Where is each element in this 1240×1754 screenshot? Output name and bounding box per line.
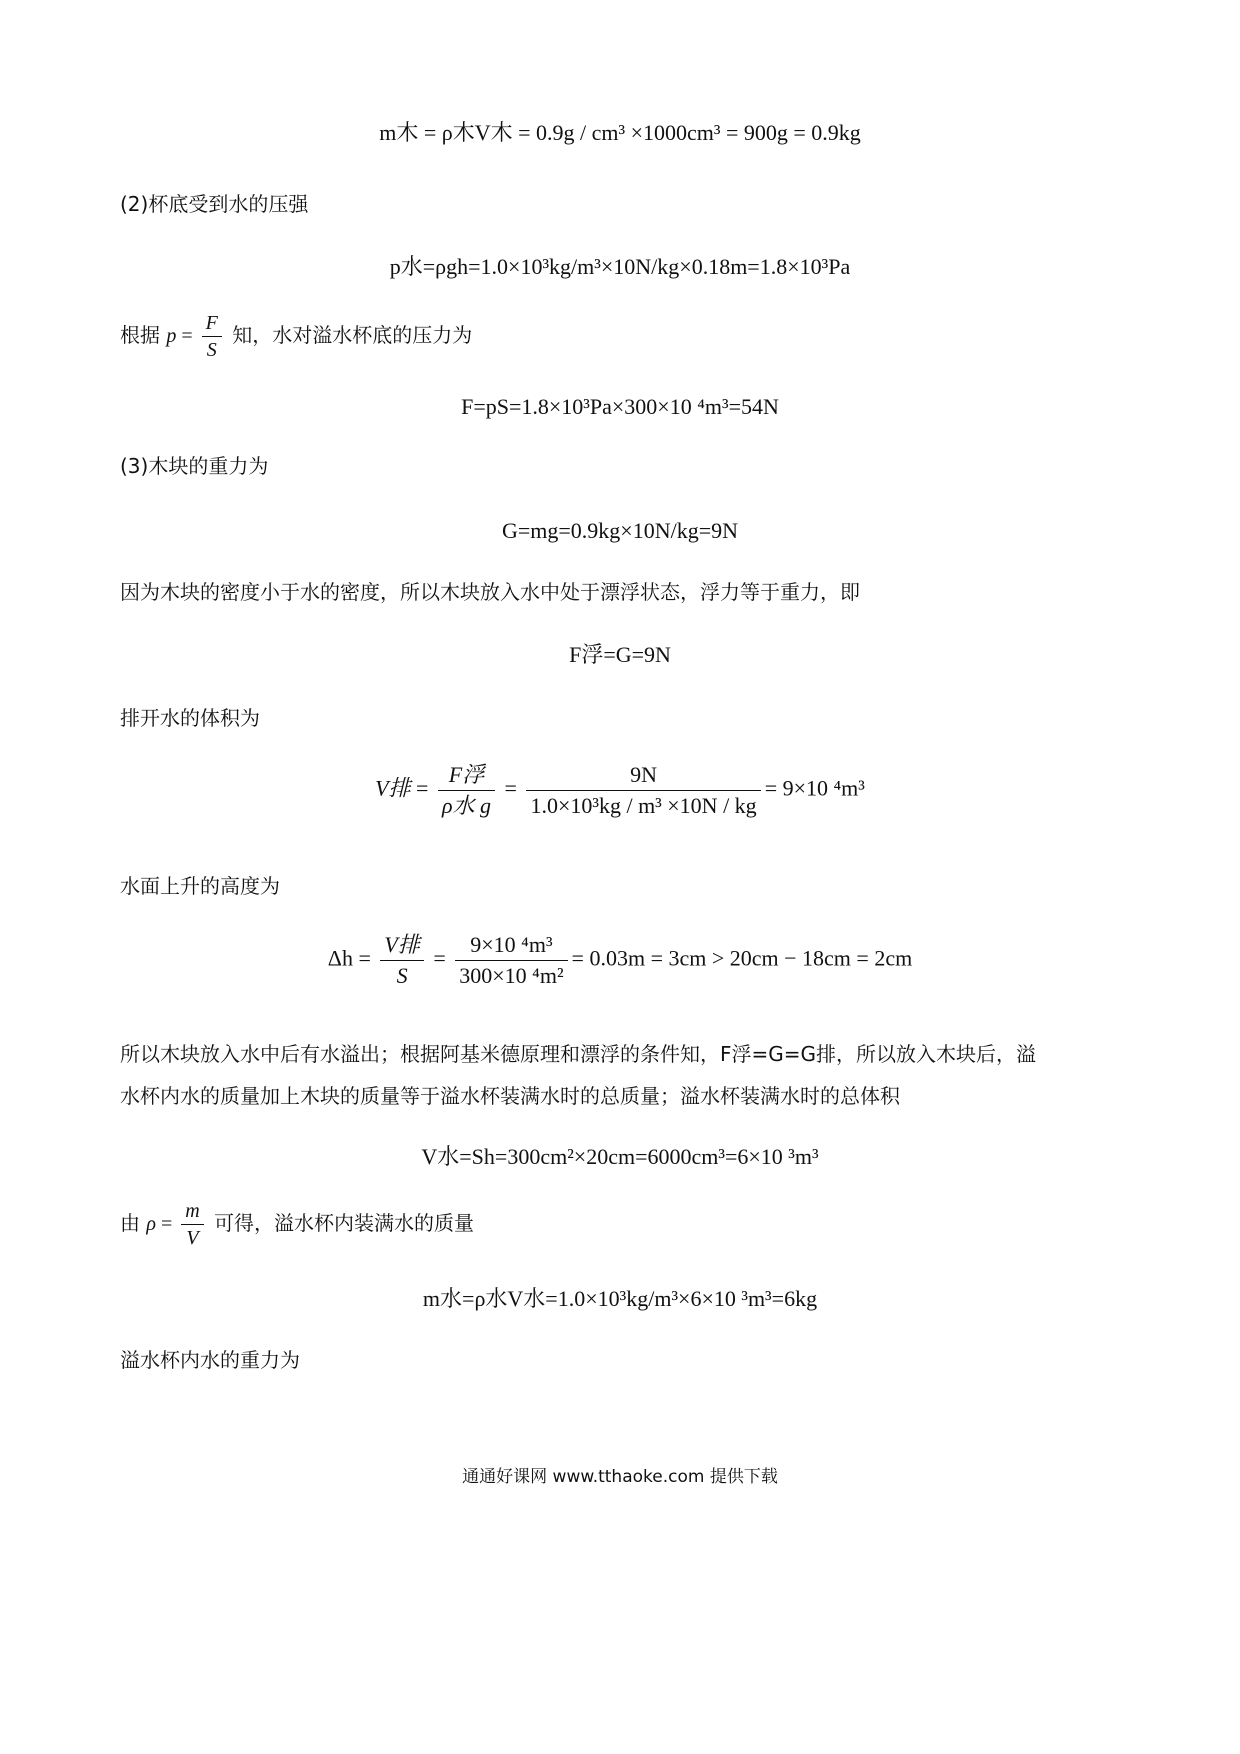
equation-displaced-volume: V排 = $\frac{\text{F浮}}{\text{ρ水 g}}$ = $\frac{9N}{\text{1.0×10³kg / m³ ×10N / kg}}$ = 9×10 ⁴m³ [375, 762, 865, 818]
buoyancy-numerator: F浮 [438, 762, 495, 791]
equation-gravity: G=mg=0.9kg×10N/kg=9N [501, 518, 739, 543]
rho-g-denominator: ρ水 g [441, 793, 492, 818]
pressure-formula-line: 根据 p = $\frac{F}{S}$ 知，水对溢水杯底的压力为 [120, 312, 473, 361]
equation-force: F=pS=1.8×10³Pa×300×10 ⁴m³=54N [461, 394, 779, 419]
section-3-heading: (3)木块的重力为 [120, 454, 269, 478]
vpai-numerator: V排 [380, 932, 423, 961]
numeric-numerator: 9N [526, 762, 760, 791]
volume-denominator: V [186, 1227, 199, 1249]
overflow-text-line-1: 所以木块放入水中后有水溢出；根据阿基米德原理和漂浮的条件知，F浮=G=G排，所以放入木块后，溢 [120, 1042, 1037, 1066]
equation-pressure: p水=ρgh=1.0×10³kg/m³×10N/kg×0.18m=1.8×10³Pa [389, 254, 851, 279]
force-numerator: F [202, 312, 222, 337]
equation-buoyancy: F浮=G=9N [569, 642, 671, 667]
s-denominator: S [396, 963, 408, 988]
v-pai-symbol: V排 [375, 775, 411, 801]
numeric-denominator: 1.0×10³kg / m³ ×10N / kg [530, 793, 757, 818]
equation-mass-wood: m木 = ρ木V木 = 0.9g / cm³ ×1000cm³ = 900g = 0.9kg [379, 120, 861, 145]
section-2-heading: (2)杯底受到水的压强 [120, 192, 309, 216]
water-rise-result: = 0.03m = 3cm > 20cm − 18cm = 2cm [571, 945, 913, 971]
numeric-fraction [526, 762, 760, 819]
equation-water-mass: m水=ρ水V水=1.0×10³kg/m³×6×10 ³m³=6kg [422, 1286, 818, 1311]
delta-h-symbol: Δh [327, 945, 353, 971]
area-denominator: S [206, 339, 217, 361]
height-numerator: 9×10 ⁴m³ [455, 932, 567, 961]
float-reason-text: 因为木块的密度小于水的密度，所以木块放入水中处于漂浮状态，浮力等于重力，即 [120, 580, 860, 604]
from-prefix-text: 由 [120, 1211, 140, 1235]
from-rest-text: 可得，溢水杯内装满水的质量 [214, 1211, 475, 1235]
displaced-volume-result: = 9×10 ⁴m³ [764, 775, 865, 801]
displaced-volume-heading: 排开水的体积为 [120, 706, 260, 730]
according-to-text: 根据 [120, 323, 160, 347]
rho-symbol: ρ [146, 1213, 156, 1235]
height-denominator: 300×10 ⁴m² [459, 963, 564, 988]
buoyancy-over-rho-g-fraction [438, 762, 495, 819]
density-fraction [181, 1200, 203, 1249]
overflow-text-line-2: 水杯内水的质量加上木块的质量等于溢水杯装满水时的总质量；溢水杯装满水时的总体积 [120, 1084, 900, 1108]
water-rise-heading: 水面上升的高度为 [120, 874, 280, 898]
equation-total-volume: V水=Sh=300cm²×20cm=6000cm³=6×10 ³m³ [421, 1144, 819, 1169]
height-numeric-fraction [455, 932, 567, 989]
according-rest-text: 知，水对溢水杯底的压力为 [232, 323, 473, 347]
pressure-symbol: p [166, 325, 177, 347]
pressure-fraction [202, 312, 222, 361]
mass-numerator: m [181, 1200, 203, 1225]
water-gravity-heading: 溢水杯内水的重力为 [120, 1348, 300, 1372]
equation-water-rise: Δh = $\frac{\text{V排}}{S}$ = $\frac{\text{9×10 ⁴m³}}{\text{300×10 ⁴m²}}$ = 0.03m = 3cm > 20cm − 18cm = 2cm [327, 932, 913, 988]
density-formula-line: 由 ρ = $\frac{m}{V}$ 可得，溢水杯内装满水的质量 [120, 1200, 475, 1249]
vpai-over-s-fraction [380, 932, 423, 989]
page-footer: 通通好课网 www.tthaoke.com 提供下载 [462, 1467, 778, 1487]
